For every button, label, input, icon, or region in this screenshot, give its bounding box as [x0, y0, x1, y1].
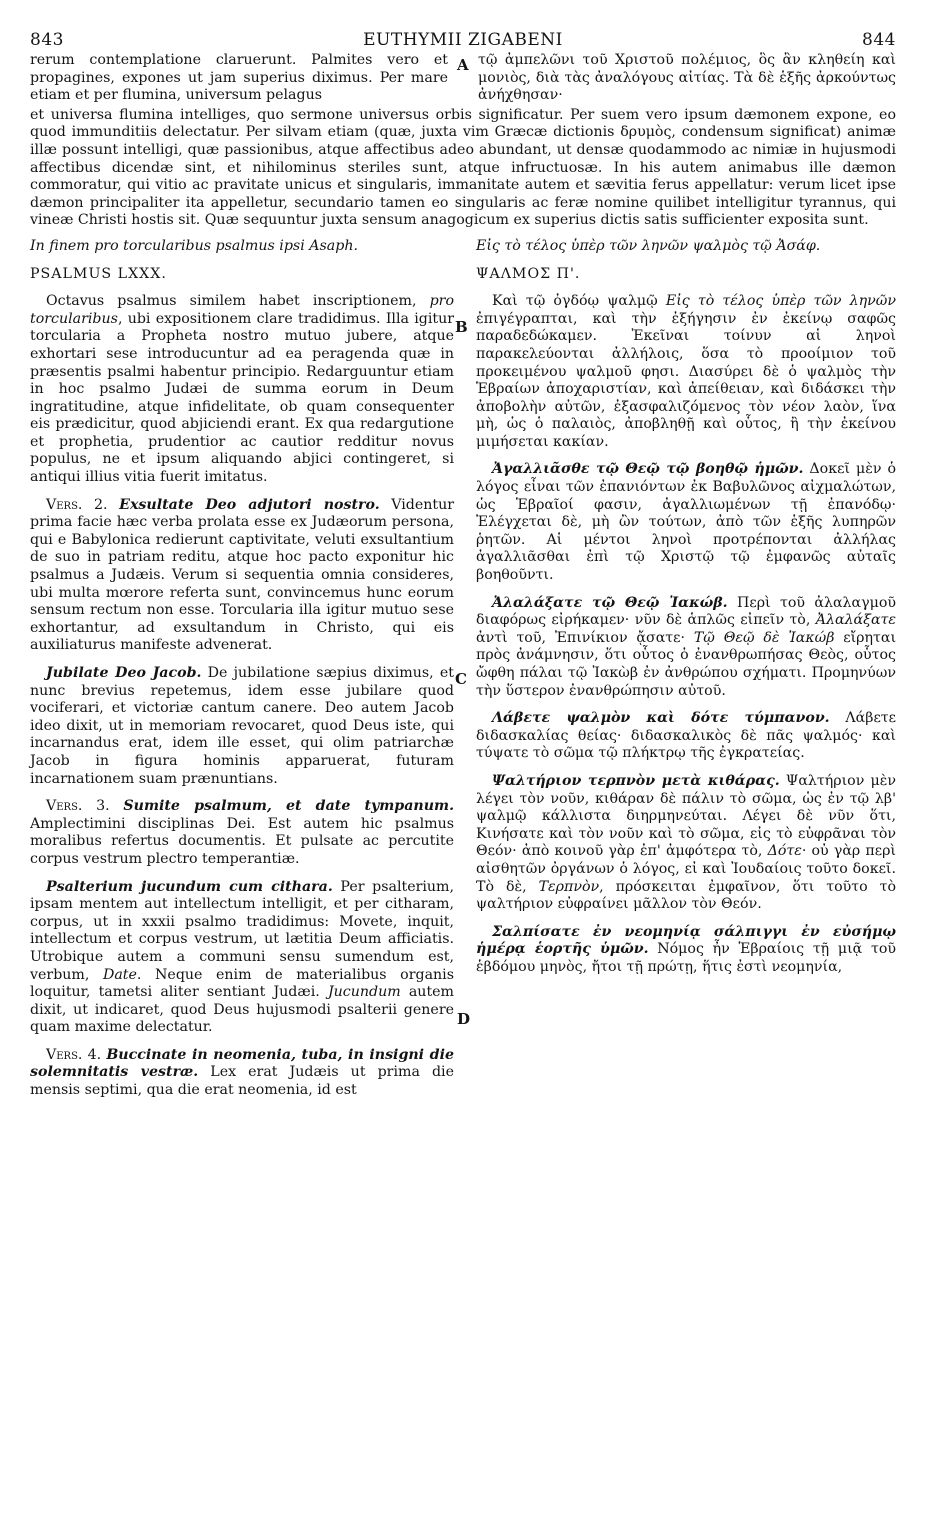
text-run: Καὶ τῷ ὀγδόῳ ψαλμῷ	[492, 293, 666, 310]
text-run: Octavus psalmus similem habet inscriptionem,	[46, 293, 430, 310]
text-run: Νόμος ἦν Ἑβραίοις τῇ μιᾷ τοῦ ἑβδόμου μηνὸς, ἤτοι τῇ πρώτῃ, ἥτις ἐστὶ νεομηνία,	[476, 941, 896, 975]
greek-jubilate	[476, 595, 896, 701]
italic-run: Τερπνὸν	[538, 878, 600, 895]
italic-run: Ἀλαλάξατε	[815, 612, 896, 629]
text-run: Videntur prima facie hæc verba prolata esse ex Judæorum persona, qui e Babylonica redierunt captivitate, veluti exsultantium de suo in patriam reditu, atque hoc pacto exponitur hic psalmus a Judæis. Verum si sequentia omnia consideres, ubi multa mœrore referta sunt, convincemus hunc eorum sensum rectum non esse. Torcularia illa igitur mutuo sese exhortantur, ad exsultandum in Christo, qui eis auxiliaturus manifeste advenerat.	[30, 496, 455, 654]
latin-column	[30, 238, 454, 1110]
latin-verse-3	[30, 798, 454, 868]
latin-verse-2	[30, 497, 454, 655]
greek-psalterium	[476, 773, 896, 914]
text-run: autem dixit, ut indicaret, quod Deus hujusmodi psalterii genere quam maxime delectatur.	[30, 984, 454, 1036]
verse-lemma: Σαλπίσατε ἐν νεομηνίᾳ σάλπιγγι ἐν εὐσήμῳ ἡμέρᾳ ἑορτῆς ὑμῶν.	[476, 923, 896, 958]
greek-psalm-heading: Εἰς τὸ τέλος ὑπὲρ τῶν ληνῶν ψαλμὸς τῷ Ἀσάφ.	[476, 237, 821, 254]
top-two-column	[30, 52, 896, 105]
margin-marker-c: C	[455, 669, 467, 688]
full-width-paragraph	[30, 107, 896, 230]
greek-psalm-number: ΨΑΛΜΟΣ Π'.	[476, 265, 581, 282]
text-run: Ψαλτήριον μὲν λέγει τὸν νοῦν, κιθάραν δὲ πάλιν τὸ σῶμα, ὡς ἐν τῷ λβ' ψαλμῷ κάλλιστα διηρμηνεύται. Λέγει δὲ νῦν ὅτι, Κινήσατε καὶ τὸν νοῦν καὶ τὸ σῶμα, εἰς τὸ εὐφρᾶναι τὸν Θεόν· ἀπὸ κοινοῦ γὰρ ἐπ' ἀμφότερα τὸ,	[476, 772, 897, 860]
latin-psalm-number: PSALMUS LXXX.	[30, 265, 167, 282]
text-run: Lex erat Judæis ut prima die mensis septimi, qua die erat neomenia, id est	[30, 1064, 454, 1099]
text-run: εἴρηται πρὸς ἀνάμνησιν, ὅτι οὗτος ὁ ἐνανθρωπήσας Θεὸς, οὗτος ὤφθη πάλαι τῷ Ἰακὼβ ἐν ἀνθρώπου σχήματι. Προμηνύων τὴν ὕστερον ἐνανθρώπησιν αὐτοῦ.	[476, 629, 897, 699]
text-run: Amplectimini disciplinas Dei. Est autem hic psalmus moralibus refertus documentis. Et pulsate ac percutite corpus vestrum plectro temperantiæ.	[30, 815, 454, 867]
verse-tag: Vers. 4.	[46, 1046, 102, 1063]
text-run: ἐπιγέγραπται, καὶ τὴν ἐξήγησιν ἐν ἐκείνῳ σαφῶς παραδεδώκαμεν. Ἐκεῖναι τοίνυν αἱ ληνοὶ παρακελεύονται ἀλλήλοις, ὅσα τὸ προοίμιον τοῦ προκειμένου ψαλμοῦ φησι. Διασύρει δὲ ὁ ψαλμὸς τὴν Ἑβραίων ἀποχαριστίαν, καὶ ἀπείθειαν, καὶ διδάσκει τὴν ἀποβολὴν αὐτῶν, ἐξασφαλιζόμενος τὸν νέον λαὸν, ἵνα μὴ, ὡς ὁ παλαιὸς, ἀποβληθῇ καὶ οὗτος, ἢ τὴν ἐκείνου μιμήσεται κακίαν.	[476, 310, 896, 450]
verse-lemma: Ἀγαλλιᾶσθε τῷ Θεῷ τῷ βοηθῷ ἡμῶν.	[492, 461, 804, 478]
italic-run: Jucundum	[327, 984, 401, 1001]
margin-marker-b: B	[455, 317, 468, 336]
text-run: Per psalterium, ipsam mentem aut intellectum intelligit, et per citharam, corpus, ut in xxxii psalmo tradidimus: Movete, inquit, intellectum et corpus vestrum, ut lætitia Deum afficiatis. Utrobique autem a communi sensu sumendum est, verbum,	[30, 878, 455, 983]
greek-verse-2	[476, 461, 896, 584]
verse-lemma: Λάβετε ψαλμὸν καὶ δότε τύμπανον.	[492, 710, 830, 727]
page-number-left: 843	[30, 30, 64, 50]
latin-jubilate	[30, 665, 454, 788]
text-run: Περὶ τοῦ ἀλαλαγμοῦ διαφόρως εἰρήκαμεν· νῦν δὲ ἁπλῶς εἰπεῖν τὸ,	[476, 594, 896, 629]
verse-lemma: Psalterium jucundum cum cithara.	[46, 878, 333, 895]
verse-tag: Vers. 3.	[46, 798, 110, 815]
italic-run: pro torcularibus	[30, 293, 454, 327]
text-run: . Neque enim de materialibus organis loquitur, tametsi aliter sentiant Judæi.	[30, 966, 454, 1001]
full-width-text: et universa flumina intelliges, quo sermone universus orbis significatur. Per suem vero ipsum dæmonem expone, eo quod immunditiis delectatur. Per silvam etiam (quæ, juxta vim Græcæ dictionis δρυμὸς, condensum significat) animæ illæ possunt intelligi, quæ passionibus, atque affectibus adeo abundant, ut densæ quodammodo ac nimiæ in hujusmodi affectibus dicendæ sint, et nihilominus steriles sunt, atque infructuosæ. In his autem animabus ille dæmon commoratur, qui vitio ac pravitate unicus et singularis, immanitate autem et sævitia ferus appellatur: verum licet ipse dæmon principaliter ita appelletur, secundario tamen eo singularis ac feræ nomine quilibet intelligitur tyrannus, qui vineæ Christi hostis sit. Quæ sequuntur juxta sensum anagogicum ex superius dictis satis sufficienter exposita sunt.	[30, 106, 896, 229]
italic-run: Τῷ Θεῷ δὲ Ἰακώβ	[693, 629, 835, 646]
italic-run: Εἰς τὸ τέλος ὑπὲρ τῶν ληνῶν	[665, 293, 896, 310]
top-right-text: τῷ ἀμπελῶνι τοῦ Χριστοῦ πολέμιος, ὃς ἂν κληθείη καὶ μονιὸς, διὰ τὰς ἀναλόγους αἰτίας. Τὰ δὲ ἑξῆς ἀρκούντως ἀνήχθησαν·	[478, 52, 896, 104]
text-run: Λάβετε διδασκαλίας θείας· διδασκαλικὸς δὲ πᾶς ψαλμός· καὶ τύψατε τὸ σῶμα τῷ πλήκτρῳ τῆς ἐγκρατείας.	[476, 710, 896, 762]
greek-verse-4	[476, 924, 896, 977]
latin-verse-4	[30, 1047, 454, 1100]
page-number-right: 844	[862, 30, 896, 50]
text-run: · οὐ γὰρ περὶ αἰσθητῶν ὀργάνων ὁ λόγος, εἰ καὶ Ἰουδαίοις τοῦτο δοκεῖ. Τὸ δὲ,	[476, 843, 896, 895]
text-run: , ubi expositionem clare tradidimus. Illa igitur torcularia a Propheta nostro mutuo jubere, atque exhortari sese introducuntur ad ea peragenda quæ in præsentis psalmi habentur principio. Redarguuntur etiam in hoc psalmo Judæi de summa eorum in Deum ingratitudine, atque infidelitate, ob quam consequenter eis prædicitur, quod abjiciendi erant. Ex qua redargutione et prophetia, prudentior ac cautior redditur novus populus, ne et ipsum aliquando abjici contingeret, si antiqui illius vitia fuerit imitatus.	[30, 310, 454, 486]
text-run: De jubilatione sæpius diximus, et nunc brevius repetemus, idem esse jubilare quod vociferari, et victoriæ cantum canere. Deo autem Jacob ideo dixit, ut in memoriam revocaret, quod Deus iste, qui incarnandus erat, idem ille esset, qui olim patriarchæ Jacob in figura hominis apparuerat, futuram incarnationem suam prænuntians.	[30, 665, 454, 787]
text-run: , πρόσκειται ἐμφαῖνον, ὅτι τοῦτο τὸ ψαλτήριον εὐφραίνει μᾶλλον τὸν Θεόν.	[476, 878, 896, 913]
italic-run: Date	[102, 966, 137, 983]
verse-lemma: Ψαλτήριον τερπνὸν μετὰ κιθάρας.	[492, 772, 780, 789]
verse-lemma: Buccinate in neomenia, tuba, in insigni die solemnitatis vestræ.	[30, 1046, 454, 1081]
text-run: ἀντὶ τοῦ, Ἐπινίκιον ᾄσατε·	[476, 629, 694, 646]
latin-psalm-heading: In finem pro torcularibus psalmus ipsi Asaph.	[30, 237, 358, 254]
greek-intro-paragraph	[476, 293, 896, 451]
verse-lemma: Ἀλαλάξατε τῷ Θεῷ Ἰακώβ.	[492, 594, 728, 611]
verse-lemma: Jubilate Deo Jacob.	[46, 665, 202, 681]
margin-marker-a: A	[457, 56, 469, 74]
running-title: EUTHYMII ZIGABENI	[363, 30, 563, 50]
italic-run: Δότε	[767, 843, 802, 860]
two-column-body	[30, 238, 896, 1110]
latin-psalterium	[30, 879, 454, 1037]
greek-verse-3	[476, 710, 896, 763]
page	[30, 30, 896, 1520]
verse-lemma: Exsultate Deo adjutori nostro.	[119, 496, 380, 513]
greek-column	[476, 238, 896, 1110]
text-run: Δοκεῖ μὲν ὁ λόγος εἶναι τῶν ἐπανιόντων ἐκ Βαβυλῶνος αἰχμαλώτων, ὡς Ἑβραῖοί φασιν, ἀγαλλιωμένων τῇ ἐπανόδῳ· Ἐλέγχεται δὲ, μὴ ὢν τούτων, ἀπὸ τῶν ἑξῆς λυπηρῶν ῥητῶν. Αἱ μέντοι ληνοὶ προτρέπονται ἀλλήλας ἀγαλλιᾶσθαι ἐπὶ τῷ Χριστῷ τῷ ἐμφανῶς αὐταῖς βοηθοῦντι.	[476, 461, 896, 584]
verse-lemma: Sumite psalmum, et date tympanum.	[123, 798, 455, 815]
margin-marker-d: D	[457, 1009, 471, 1028]
verse-tag: Vers. 2.	[46, 496, 108, 513]
running-header	[30, 30, 896, 52]
top-left-text: rerum contemplatione claruerunt. Palmites vero et propagines, expones ut jam superius diximus. Per mare etiam et per flumina, universum pelagus	[30, 52, 448, 104]
latin-intro-paragraph	[30, 293, 454, 487]
